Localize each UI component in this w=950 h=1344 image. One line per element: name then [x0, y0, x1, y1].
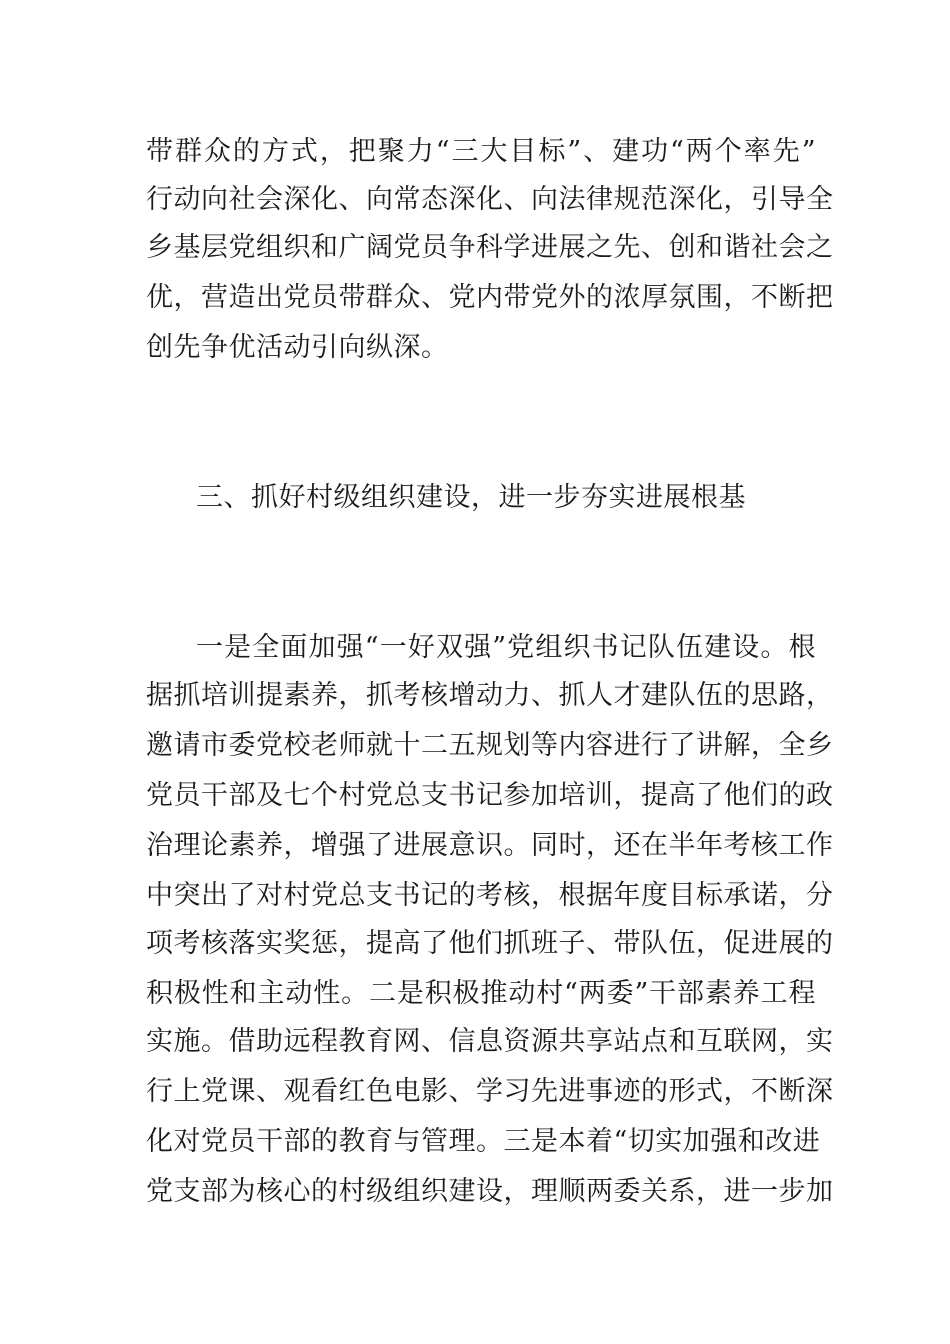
paragraph1-line-5: 创先争优活动引向纵深。: [146, 332, 449, 363]
paragraph2-line-4: 党员干部及七个村党总支书记参加培训，提高了他们的政: [146, 780, 834, 811]
paragraph1-line-4: 优，营造出党员带群众、党内带党外的浓厚氛围，不断把: [146, 282, 834, 313]
paragraph2-line-5: 治理论素养，增强了进展意识。同时，还在半年考核工作: [146, 830, 834, 861]
paragraph2-line-3: 邀请市委党校老师就十二五规划等内容进行了讲解，全乡: [146, 730, 834, 761]
paragraph1-line-1: 带群众的方式，把聚力“三大目标”、建功“两个率先”: [146, 136, 816, 167]
paragraph2-line-12: 党支部为核心的村级组织建设，理顺两委关系，进一步加: [146, 1176, 834, 1207]
paragraph2-line-8: 积极性和主动性。二是积极推动村“两委”干部素养工程: [146, 978, 816, 1009]
paragraph1-line-3: 乡基层党组织和广阔党员争科学进展之先、创和谐社会之: [146, 232, 834, 263]
paragraph1-line-2: 行动向社会深化、向常态深化、向法律规范深化，引导全: [146, 184, 834, 215]
section-heading: 三、抓好村级组织建设，进一步夯实进展根基: [196, 482, 746, 513]
paragraph2-line-10: 行上党课、观看红色电影、学习先进事迹的形式，不断深: [146, 1076, 834, 1107]
paragraph2-line-7: 项考核落实奖惩，提高了他们抓班子、带队伍，促进展的: [146, 928, 834, 959]
paragraph2-line-9: 实施。借助远程教育网、信息资源共享站点和互联网，实: [146, 1026, 834, 1057]
paragraph2-line-1: 一是全面加强“一好双强”党组织书记队伍建设。根: [196, 632, 816, 663]
paragraph2-line-2: 据抓培训提素养，抓考核增动力、抓人才建队伍的思路，: [146, 680, 834, 711]
paragraph2-line-6: 中突出了对村党总支书记的考核，根据年度目标承诺，分: [146, 880, 834, 911]
paragraph2-line-11: 化对党员干部的教育与管理。三是本着“切实加强和改进: [146, 1126, 821, 1157]
